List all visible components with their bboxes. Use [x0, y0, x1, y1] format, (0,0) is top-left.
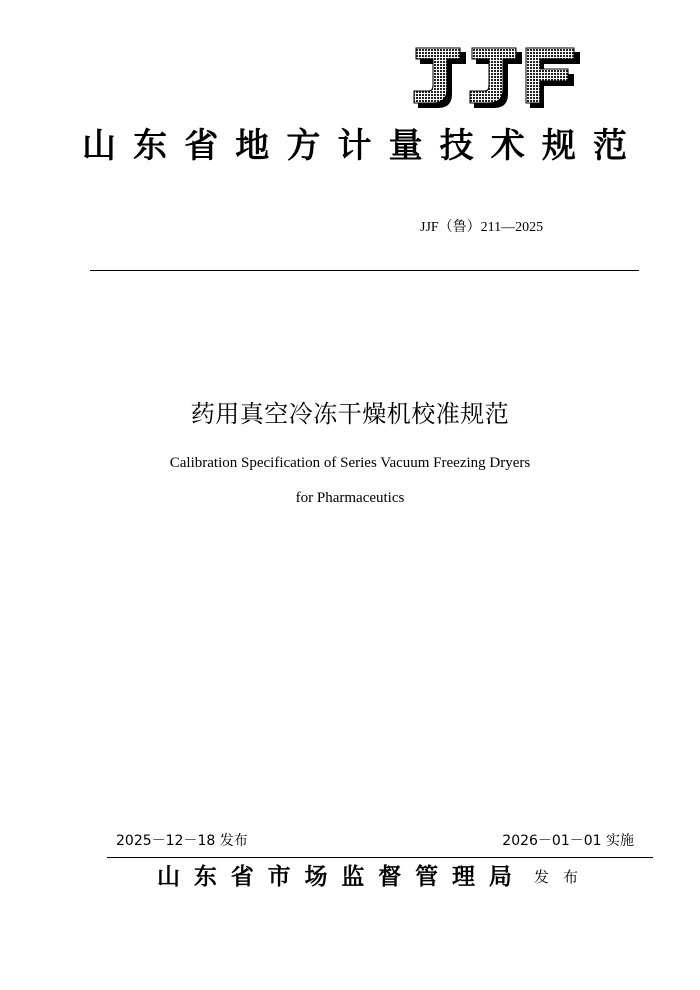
issuer-name-char: 省	[230, 863, 254, 890]
issuer-name-char: 督	[378, 863, 402, 890]
header-title-char: 量	[388, 126, 423, 166]
header-title-char: 地	[235, 126, 270, 166]
issuer-name-char: 监	[341, 863, 365, 890]
issuer-name-char: 市	[267, 863, 291, 890]
top-divider	[90, 270, 639, 271]
jjf-logo-graphic	[410, 46, 582, 112]
header-title-char: 东	[133, 126, 168, 166]
header-title-char: 省	[184, 126, 219, 166]
document-title-chinese: 药用真空冷冻干燥机校准规范	[190, 400, 510, 428]
standard-code: JJF（鲁）211—2025	[420, 220, 544, 235]
document-title-english-line1: Calibration Specification of Series Vacuum Freezing Dryers	[169, 455, 531, 471]
jjf-logo	[410, 46, 582, 112]
header-title	[82, 125, 627, 167]
issuer-name-char: 东	[193, 863, 217, 890]
issuer-suffix	[534, 867, 578, 887]
issuer-name-char: 理	[452, 863, 475, 890]
bottom-divider	[107, 857, 653, 858]
header-title-char: 术	[490, 126, 525, 166]
header-title-char: 计	[337, 126, 372, 166]
issuer-suffix-char: 布	[562, 868, 578, 886]
issuer-name-char: 山	[157, 863, 180, 890]
issue-date: 2025－12－18 发布	[116, 833, 248, 849]
header-title-char: 方	[286, 126, 321, 166]
header-title-char: 规	[541, 126, 576, 166]
issuer-name-char: 局	[488, 863, 512, 890]
header-title-char: 范	[592, 126, 627, 166]
document-title-english-line2: for Pharmaceutics	[295, 490, 405, 506]
issuer-name	[157, 862, 512, 892]
issuer-suffix-char: 发	[534, 868, 550, 886]
issuer-name-char: 管	[415, 863, 439, 890]
header-title-char: 技	[439, 126, 474, 166]
issuer-name-char: 场	[304, 863, 328, 890]
effective-date: 2026－01－01 实施	[502, 833, 634, 849]
header-title-char: 山	[82, 126, 116, 166]
